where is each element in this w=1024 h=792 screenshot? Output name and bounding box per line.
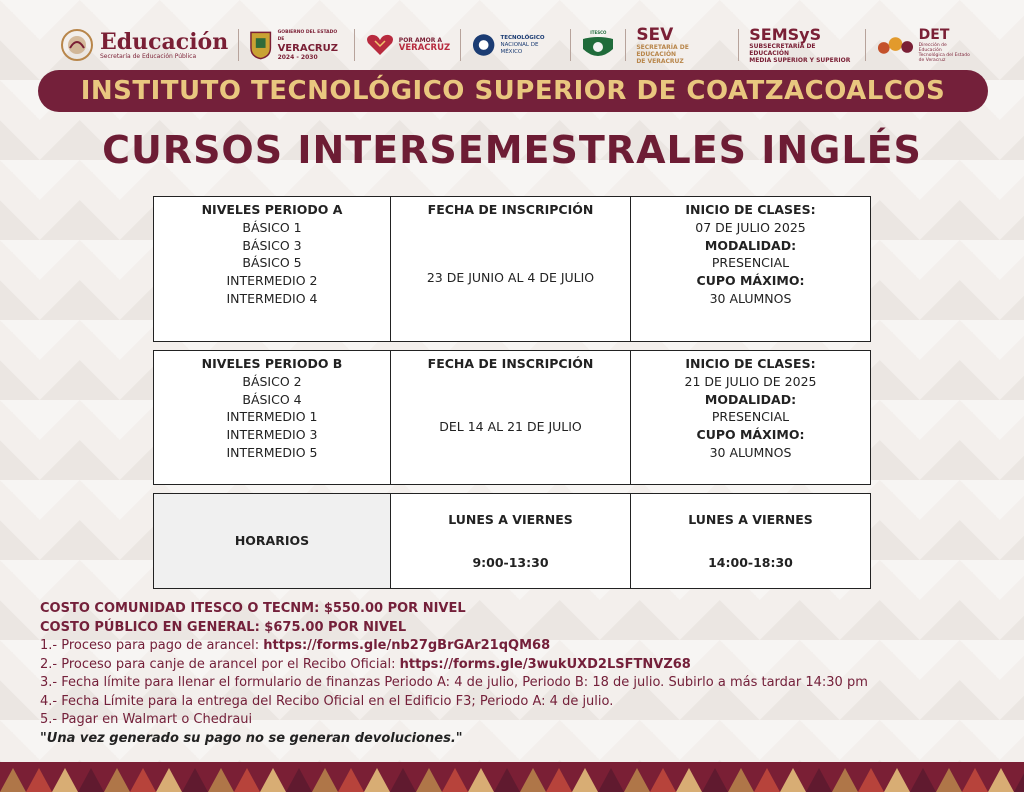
- sev-line1: SECRETARÍA DE EDUCACIÓN: [636, 43, 689, 58]
- cost-public: COSTO PÚBLICO EN GENERAL: $675.00 POR NIVEL: [40, 619, 407, 635]
- sev-line2: DE VERACRUZ: [636, 57, 684, 65]
- period-b-reg-header: FECHA DE INSCRIPCIÓN: [427, 356, 594, 371]
- logo-det: [876, 22, 970, 68]
- period-b-start-cell: [631, 351, 870, 484]
- schedule-header: HORARIOS: [154, 494, 391, 588]
- note-item-1: [40, 637, 1000, 656]
- receipt-form-link[interactable]: https://forms.gle/3wukUXD2LSFTNVZ68: [399, 656, 691, 672]
- period-b-registration-cell: [391, 351, 631, 484]
- veracruz-line2: VERACRUZ: [277, 43, 338, 54]
- divider: [460, 29, 461, 61]
- note-item-4: 4.- Fecha Límite para la entrega del Recibo Oficial en el Edificio F3; Periodo A: 4 de julio.: [40, 693, 614, 709]
- itesco-label: ITESCO: [590, 29, 607, 35]
- period-a-mode: PRESENCIAL: [711, 255, 790, 271]
- logo-semsys: [749, 22, 854, 68]
- det-line2: Tecnológica del Estado: [918, 52, 970, 58]
- semsys-name: SEMSyS: [749, 25, 822, 44]
- schedule-b-days: LUNES A VIERNES: [688, 511, 813, 527]
- period-b-mode: PRESENCIAL: [711, 409, 790, 425]
- schedule-a-days: LUNES A VIERNES: [448, 511, 573, 527]
- decorative-border: [0, 762, 1024, 792]
- por-amor-line1: POR AMOR A: [398, 37, 443, 44]
- divider: [570, 29, 571, 61]
- schedule-period-b-cell: [631, 494, 870, 588]
- period-a-start-date: 07 DE JULIO 2025: [695, 219, 806, 235]
- educacion-sub: Secretaría de Educación Pública: [100, 52, 197, 60]
- schedule-table: [153, 493, 871, 589]
- veracruz-shield-icon: [249, 30, 272, 60]
- logo-educacion: [60, 22, 228, 68]
- period-a-start-header: INICIO DE CLASES:: [685, 202, 816, 217]
- period-a-table: [153, 196, 871, 342]
- det-name: DET: [918, 26, 950, 43]
- level-item: INTERMEDIO 5: [226, 444, 318, 460]
- period-a-mode-header: MODALIDAD:: [704, 237, 797, 253]
- level-item: BÁSICO 3: [242, 237, 302, 253]
- itesco-emblem-icon: [581, 35, 615, 61]
- tecnm-gear-icon: [471, 32, 496, 58]
- period-b-cap-header: CUPO MÁXIMO:: [696, 427, 805, 443]
- schedule-b-time: 14:00-18:30: [708, 554, 793, 570]
- period-a-start-cell: [631, 197, 870, 341]
- period-a-cap: 30 ALUMNOS: [709, 290, 792, 306]
- period-b-levels-header: NIVELES PERIODO B: [201, 356, 343, 371]
- payment-form-link[interactable]: https://forms.gle/nb27gBrGAr21qQM68: [263, 638, 551, 653]
- semsys-line2: MEDIA SUPERIOR Y SUPERIOR: [749, 57, 851, 64]
- logo-sev: [636, 22, 728, 68]
- note-item-5: 5.- Pagar en Walmart o Chedraui: [40, 712, 253, 727]
- veracruz-line3: 2024 - 2030: [277, 54, 318, 61]
- logo-bar: [60, 22, 970, 68]
- institute-banner: INSTITUTO TECNOLÓGICO SUPERIOR DE COATZACOALCOS: [38, 70, 988, 112]
- tecnm-line1: TECNOLÓGICO: [500, 34, 545, 41]
- divider: [625, 29, 626, 61]
- level-item: BÁSICO 2: [242, 373, 302, 389]
- divider: [738, 29, 739, 61]
- period-b-mode-header: MODALIDAD:: [704, 391, 797, 407]
- period-b-table: [153, 350, 871, 485]
- divider: [354, 29, 355, 61]
- logo-por-amor: [365, 22, 450, 68]
- logo-tecnm: [471, 22, 560, 68]
- por-amor-line2: VERACRUZ: [398, 43, 451, 53]
- note-item-2: [40, 656, 1000, 675]
- period-a-levels-cell: [154, 197, 391, 341]
- det-line3: de Veracruz: [918, 57, 946, 63]
- note-1-text: 1.- Proceso para pago de arancel:: [40, 638, 264, 653]
- period-b-cap: 30 ALUMNOS: [709, 444, 792, 460]
- notes-section: [40, 600, 1000, 748]
- period-a-registration-cell: [391, 197, 631, 341]
- period-a-cap-header: CUPO MÁXIMO:: [696, 273, 805, 289]
- page-title: CURSOS INTERSEMESTRALES INGLÉS: [102, 128, 922, 172]
- period-b-start-date: 21 DE JULIO DE 2025: [684, 373, 817, 389]
- period-b-start-header: INICIO DE CLASES:: [685, 356, 816, 371]
- sev-name: SEV: [636, 24, 674, 45]
- schedule-a-time: 9:00-13:30: [472, 554, 549, 570]
- semsys-line1: SUBSECRETARÍA DE EDUCACIÓN: [749, 43, 816, 57]
- period-a-levels-header: NIVELES PERIODO A: [201, 202, 343, 217]
- period-b-levels-cell: [154, 351, 391, 484]
- divider: [865, 29, 866, 61]
- level-item: INTERMEDIO 1: [226, 409, 318, 425]
- logo-veracruz: [249, 22, 344, 68]
- level-item: BÁSICO 1: [242, 219, 302, 235]
- divider: [238, 29, 239, 61]
- level-item: INTERMEDIO 3: [226, 427, 318, 443]
- educacion-name: Educación: [100, 28, 229, 55]
- level-item: INTERMEDIO 4: [226, 290, 318, 306]
- heart-pattern-icon: [365, 33, 395, 57]
- logo-itesco: [581, 22, 615, 68]
- note-2-text: 2.- Proceso para canje de arancel por el Recibo Oficial:: [40, 656, 400, 672]
- period-a-reg-header: FECHA DE INSCRIPCIÓN: [427, 202, 594, 217]
- period-b-reg-dates: DEL 14 AL 21 DE JULIO: [439, 418, 582, 434]
- cost-community: COSTO COMUNIDAD ITESCO O TECNM: $550.00 POR NIVEL: [40, 601, 466, 616]
- tecnm-line2: NACIONAL DE MÉXICO: [500, 41, 539, 55]
- eagle-seal-icon: [60, 28, 94, 62]
- det-emblem-icon: [876, 32, 915, 58]
- level-item: INTERMEDIO 2: [226, 273, 318, 289]
- veracruz-line1: GOBIERNO DEL ESTADO DE: [277, 30, 338, 42]
- det-line1: Dirección de Educación: [918, 42, 947, 53]
- level-item: BÁSICO 4: [242, 391, 302, 407]
- period-a-reg-dates: 23 DE JUNIO AL 4 DE JULIO: [426, 270, 595, 285]
- note-item-3: 3.- Fecha límite para llenar el formulario de finanzas Periodo A: 4 de julio, Periodo B: 18 de julio. Subirlo a más tardar 14:30 pm: [40, 675, 868, 690]
- level-item: BÁSICO 5: [242, 255, 302, 271]
- no-refund-quote: "Una vez generado su pago no se generan devoluciones.": [40, 730, 463, 746]
- schedule-period-a-cell: [391, 494, 631, 588]
